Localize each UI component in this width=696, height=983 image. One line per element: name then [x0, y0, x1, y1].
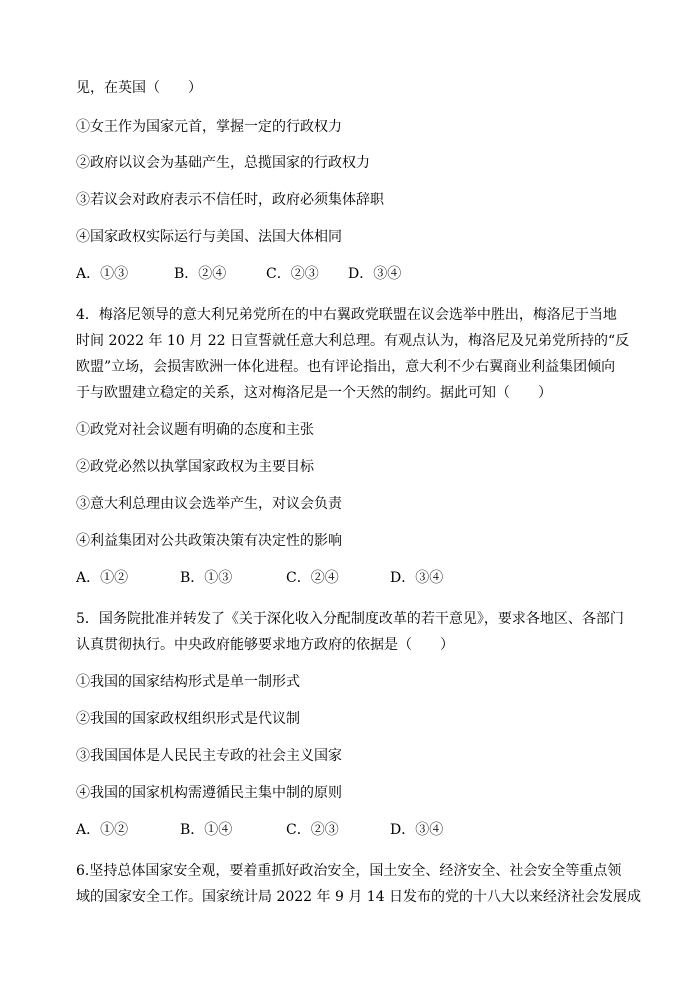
q4-statement-1: ①政党对社会议题有明确的态度和主张 [76, 422, 314, 438]
q3-stem-tail: 见，在英国（ ） [76, 80, 202, 96]
q4-stem-line-1: 4．梅洛尼领导的意大利兄弟党所在的中右翼政党联盟在议会选举中胜出，梅洛尼于当地 [76, 307, 617, 323]
q4-stem-line-3: 欧盟”立场，会损害欧洲一体化进程。也有评论指出，意大利不少右翼商业利益集团倾向 [76, 359, 616, 375]
q4-statement-3: ③意大利总理由议会选举产生，对议会负责 [76, 496, 342, 512]
q5-stem-line-2: 认真贯彻执行。中央政府能够要求地方政府的依据是（ ） [76, 637, 454, 653]
q3-option-c[interactable]: C．②③ [266, 266, 319, 282]
q5-option-c[interactable]: C．②③ [286, 822, 339, 838]
q4-stem-line-2: 时间 2022 年 10 月 22 日宣誓就任意大利总理。有观点认为，梅洛尼及兄弟党所持的“反 [76, 333, 630, 349]
q5-statement-3: ③我国国体是人民民主专政的社会主义国家 [76, 748, 342, 764]
q4-stem-line-4: 于与欧盟建立稳定的关系，这对梅洛尼是一个天然的制约。据此可知（ ） [76, 385, 552, 401]
q3-statement-4: ④国家政权实际运行与美国、法国大体相同 [76, 229, 342, 245]
q4-option-a[interactable]: A．①② [76, 570, 129, 586]
q6-stem-line-2: 域的国家安全工作。国家统计局 2022 年 9 月 14 日发布的党的十八大以来经济社会发展成 [76, 889, 642, 905]
q4-statement-2: ②政党必然以执掌国家政权为主要目标 [76, 459, 314, 475]
q3-statement-2: ②政府以议会为基础产生，总揽国家的行政权力 [76, 155, 370, 171]
q6-stem-line-1: 6.坚持总体国家安全观，要着重抓好政治安全，国土安全、经济安全、社会安全等重点领 [76, 863, 622, 879]
q4-option-b[interactable]: B．①③ [180, 570, 233, 586]
q5-stem-line-1: 5．国务院批准并转发了《关于深化收入分配制度改革的若干意见》，要求各地区、各部门 [76, 611, 624, 627]
q3-option-b[interactable]: B．②④ [174, 266, 227, 282]
q5-option-d[interactable]: D．③④ [390, 822, 444, 838]
q3-option-d[interactable]: D．③④ [348, 266, 402, 282]
q3-statement-1: ①女王作为国家元首，掌握一定的行政权力 [76, 119, 342, 135]
q5-option-b[interactable]: B．①④ [180, 822, 233, 838]
q4-option-c[interactable]: C．②④ [286, 570, 339, 586]
q5-option-a[interactable]: A．①② [76, 822, 129, 838]
q5-statement-2: ②我国的国家政权组织形式是代议制 [76, 711, 300, 727]
q5-statement-1: ①我国的国家结构形式是单一制形式 [76, 674, 300, 690]
q4-option-d[interactable]: D．③④ [390, 570, 444, 586]
q3-statement-3: ③若议会对政府表示不信任时，政府必须集体辞职 [76, 192, 384, 208]
q3-option-a[interactable]: A．①③ [76, 266, 129, 282]
q4-statement-4: ④利益集团对公共政策决策有决定性的影响 [76, 533, 342, 549]
q5-statement-4: ④我国的国家机构需遵循民主集中制的原则 [76, 785, 342, 801]
